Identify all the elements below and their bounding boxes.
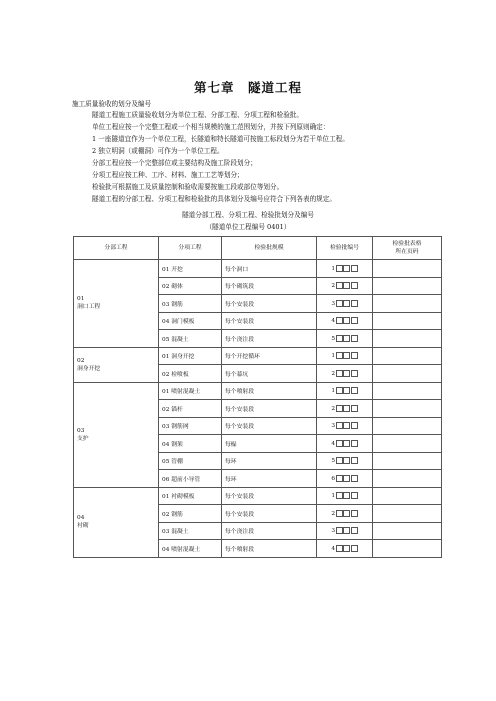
number-box [343,370,350,377]
item-cell: 03 混凝土 [159,522,222,540]
batch-number: 2 [331,510,336,517]
number-boxes [335,527,358,534]
batch-number: 5 [331,335,336,342]
batch-number: 1 [331,265,336,272]
batch-number-cell [317,347,373,365]
number-box [351,317,358,324]
division-code: 03 [77,427,85,434]
item-cell: 05 管棚 [159,452,222,470]
division-cell [74,487,159,557]
batch-number-cell [317,540,373,558]
header-item: 分项工程 [159,237,222,260]
batch-number-cell [317,505,373,523]
number-boxes [335,352,358,359]
number-box [343,527,350,534]
item-cell: 04 洞门模板 [159,312,222,330]
number-box [351,440,358,447]
batch-number: 6 [331,475,336,482]
number-box [343,335,350,342]
number-box [336,422,343,429]
batch-number: 2 [331,283,336,290]
number-box [351,265,358,272]
batch-number: 2 [331,405,336,412]
batch-number: 4 [331,545,336,552]
page-cell [373,312,442,330]
scale-cell: 每个砌筑段 [222,277,317,295]
table-row [74,382,442,400]
division-code: 02 [77,357,85,364]
batch-number: 2 [331,370,336,377]
item-cell: 06 超前小导管 [159,470,222,488]
section-heading: 施工质量验收的划分及编号 [72,100,152,108]
number-box [343,545,350,552]
number-box [336,475,343,482]
batch-number-cell [317,260,373,278]
scale-cell: 每个洞口 [222,260,317,278]
number-boxes [335,370,358,377]
scale-cell: 每环 [222,452,317,470]
batch-number-cell [317,277,373,295]
division-name: 洞口工程 [77,304,101,311]
header-division: 分部工程 [74,237,159,260]
number-box [336,387,343,394]
item-cell: 02 钢筋 [159,505,222,523]
number-box [336,527,343,534]
scale-cell: 每个安装段 [222,400,317,418]
page-cell [373,347,442,365]
number-boxes [335,475,358,482]
page-cell [373,487,442,505]
batch-number-cell [317,400,373,418]
item-cell: 01 喷射混凝土 [159,382,222,400]
batch-number: 3 [331,300,336,307]
scale-cell: 每个安装段 [222,505,317,523]
page-cell [373,382,442,400]
page-cell [373,505,442,523]
batch-number: 1 [331,388,336,395]
batch-number-cell [317,452,373,470]
division-name: 支护 [77,435,89,442]
number-box [336,492,343,499]
scale-cell: 每个开挖循环 [222,347,317,365]
number-boxes [335,545,358,552]
number-box [351,405,358,412]
batch-number: 3 [331,423,336,430]
header-page: 检验批表格 所在页码 [373,237,442,260]
number-boxes [335,282,358,289]
header-scale: 检验批规模 [222,237,317,260]
number-box [336,545,343,552]
number-box [351,510,358,517]
number-box [351,335,358,342]
page-cell [373,522,442,540]
number-box [343,405,350,412]
item-cell: 01 开挖 [159,260,222,278]
scale-cell: 每个喷射段 [222,540,317,558]
item-cell: 02 砌体 [159,277,222,295]
number-box [343,422,350,429]
number-boxes [335,335,358,342]
page-cell [373,277,442,295]
page-cell [373,260,442,278]
number-box [336,457,343,464]
number-box [343,282,350,289]
batch-number: 4 [331,318,336,325]
item-cell: 01 衬砌模板 [159,487,222,505]
scale-cell: 每环 [222,470,317,488]
item-cell: 04 钢架 [159,435,222,453]
scale-cell: 每个安装段 [222,295,317,313]
item-cell: 01 洞身开挖 [159,347,222,365]
number-box [343,387,350,394]
item-cell: 02 检喷板 [159,365,222,383]
page-cell [373,452,442,470]
number-box [351,300,358,307]
number-box [351,527,358,534]
paragraph: 隧道工程的分部工程、分项工程和检验批的具体划分及编号应符合下列各表的规定。 [92,195,336,203]
table-subcaption: （隧道单位工程编号 0401） [205,223,291,231]
batch-number-cell [317,382,373,400]
table-caption: 隧道分部工程、分项工程、检验批划分及编号 [182,211,314,219]
batch-number-cell [317,312,373,330]
paragraph: 隧道工程施工质量验收划分为单位工程、分部工程、分项工程和检验批。 [92,111,303,119]
number-boxes [335,510,358,517]
number-box [343,317,350,324]
number-box [351,422,358,429]
number-boxes [335,405,358,412]
number-box [336,335,343,342]
number-boxes [335,387,358,394]
scale-cell: 每个浇注段 [222,330,317,348]
number-box [343,457,350,464]
batch-number-cell [317,522,373,540]
number-box [351,282,358,289]
number-box [336,352,343,359]
batch-number: 5 [331,458,336,465]
number-box [351,387,358,394]
item-cell: 04 喷射混凝土 [159,540,222,558]
number-box [336,317,343,324]
page-cell [373,435,442,453]
number-box [336,282,343,289]
batch-number-cell [317,330,373,348]
batch-number-cell [317,470,373,488]
number-boxes [335,457,358,464]
batch-number-cell [317,417,373,435]
item-cell: 02 锚杆 [159,400,222,418]
number-boxes [335,440,358,447]
number-box [351,475,358,482]
division-cell [74,260,159,348]
batch-number-cell [317,365,373,383]
division-name: 洞身开挖 [77,365,101,372]
table-row [74,260,442,278]
batch-number-cell [317,295,373,313]
number-boxes [335,317,358,324]
batch-number-cell [317,435,373,453]
batch-number: 1 [331,353,336,360]
number-box [351,352,358,359]
item-cell: 03 钢筋网 [159,417,222,435]
number-box [343,510,350,517]
scale-cell: 每个幕坑 [222,365,317,383]
number-boxes [335,422,358,429]
number-box [336,265,343,272]
table-row [74,487,442,505]
number-box [336,370,343,377]
page-cell [373,295,442,313]
division-cell [74,382,159,487]
scale-cell: 每个喷射段 [222,382,317,400]
number-box [343,300,350,307]
number-box [343,475,350,482]
batch-number: 1 [331,493,336,500]
paragraph: 单位工程应按一个完整工程或一个相当规模的施工范围划分，并按下列原则确定： [92,123,330,131]
table-row [74,347,442,365]
number-box [351,457,358,464]
division-code: 01 [77,296,85,303]
scale-cell: 每个安装段 [222,417,317,435]
chapter-title: 第七章 隧道工程 [193,80,302,95]
division-code: 04 [77,515,85,521]
division-cell [74,347,159,382]
scale-cell: 每榀 [222,435,317,453]
number-boxes [335,300,358,307]
page-cell [373,365,442,383]
number-box [343,352,350,359]
batch-number-cell [317,487,373,505]
page-cell [373,400,442,418]
page-cell [373,540,442,558]
division-table [73,236,442,558]
batch-number: 3 [331,528,336,535]
number-boxes [335,492,358,499]
number-box [336,300,343,307]
batch-number: 4 [331,440,336,447]
scale-cell: 每个浇注段 [222,522,317,540]
number-box [343,492,350,499]
item-cell: 05 混凝土 [159,330,222,348]
header-batch-number: 检验批编号 [317,237,373,260]
scale-cell: 每个安装段 [222,312,317,330]
number-box [351,370,358,377]
number-box [343,265,350,272]
page-cell [373,470,442,488]
item-cell: 03 钢筋 [159,295,222,313]
number-box [336,510,343,517]
division-name: 衬砌 [77,523,89,529]
number-box [336,405,343,412]
number-boxes [335,265,358,272]
paragraph: 检验批可根据施工及质量控制和验收需要按施工段或部位等划分。 [92,183,284,191]
scale-cell: 每个安装段 [222,487,317,505]
number-box [343,440,350,447]
paragraph: 分项工程应按工种、工序、材料、施工工艺等划分； [92,171,244,179]
paragraph: 1 一座隧道宜作为一个单位工程，长隧道和特长隧道可按施工标段划分为若干单位工程。 [92,135,349,143]
number-box [351,545,358,552]
paragraph: 2 独立明洞（或棚洞）可作为一个单位工程。 [92,147,224,155]
number-box [351,492,358,499]
number-box [336,440,343,447]
page-cell [373,417,442,435]
page-cell [373,330,442,348]
paragraph: 分部工程应按一个完整部位或主要结构及施工阶段划分； [92,159,257,167]
